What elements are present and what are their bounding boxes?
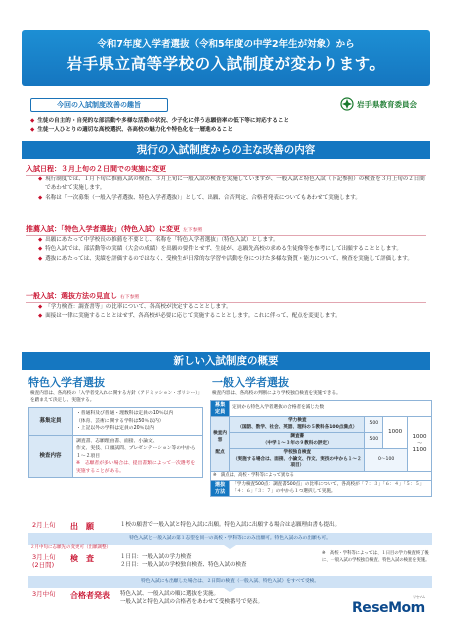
board-name: 岩手県教育委員会 (357, 99, 417, 109)
method-cell: 「学力検査500点：調査書500点」の比率について、各高校が「７：３」「６：４」「５：５」「４：６」「３：７」の中から１つ選択して実施。 (230, 481, 432, 497)
diamond-icon: ◆ (38, 255, 43, 262)
block-schedule-change (26, 164, 426, 203)
schedule-when: 3月中旬 (32, 590, 56, 598)
arrow-note-exam: 特色入試にも出願した場合は、２日間の検査（一般入試、特色入試）をすべて受検。 (28, 576, 432, 588)
diamond-icon: ◆ (38, 304, 43, 310)
resemom-logo (352, 595, 425, 616)
table-row (211, 481, 432, 497)
row-label: 募集定員 (29, 408, 73, 436)
quota-cell: 定員から特色入学者選抜の合格者を減じた数 (230, 401, 432, 417)
diamond-icon: ◆ (38, 313, 43, 320)
general-title: 一般入学者選抜 (212, 376, 289, 389)
item-points: 500 (365, 433, 383, 449)
item-points: 0～100 (365, 449, 408, 472)
item-name: 調査書 （中学１～３年の９教科の評定） (230, 433, 365, 449)
title-banner (22, 30, 430, 86)
title-line-1: 令和7年度入学者選抜（令和5年度の中学2年生が対象）から (97, 39, 355, 50)
aims-item: ◆ 生徒一人ひとりの適切な高校選択、各高校の魅力化や特色化を一層進めること (30, 127, 234, 133)
schedule-desc: １校の願書で一般入試と特色入試に出願。特色入試に出願する場合は志願理由書も提出。 (120, 522, 341, 528)
divider (26, 175, 426, 176)
resemom-name: ReseMom (352, 600, 425, 616)
diamond-icon: ◆ (38, 176, 43, 182)
general-table (210, 400, 432, 497)
item-name: 学校独自検査 （実施する場合は、面接、小論文、作文、実技の中から１～２項目） (230, 449, 365, 472)
block-heading: 一般入試：選抜方法の見直し 右下参照 (26, 292, 140, 300)
bullet-item: ◆ 出願にあたって中学校長の推薦を不要とし、名称を「特色入学者選抜」（特色入試）とします。 (26, 236, 426, 245)
schedule-desc: １日目：一般入試の学力検査 ２日目：一般入試の学校独自検査、特色入試の検査 (120, 554, 247, 568)
diamond-icon: ◆ (38, 246, 43, 253)
block-heading: 入試日程：３月上旬の２日間での実施に変更 (26, 165, 166, 173)
schedule-what: 出 願 (70, 522, 94, 531)
reference-note: 右下参照 (120, 295, 140, 300)
item-points: 500 (365, 417, 383, 433)
item-name: 学力検査 （国語、数学、社会、英語、理科の５教科各100点満点） (230, 417, 365, 433)
diamond-icon: ◆ (30, 118, 35, 124)
bullet-item: ◆ 選抜にあたっては、実績を評価するのではなく、受検生が日常的な学習や活動を身につけた多様な資質・能力について、検査を実施して評価します。 (26, 255, 426, 264)
table-row (211, 417, 432, 433)
block-general-selection (26, 291, 426, 322)
total: 1000～1100 (408, 417, 432, 472)
row-label: 募集定員 (211, 401, 230, 417)
row-label: 検査内容 (29, 435, 73, 478)
table-row (29, 408, 203, 436)
schedule-what: 検 査 (70, 554, 94, 563)
row-label: 選抜方法 (211, 481, 230, 497)
row-label: 検査内容 配点 (211, 417, 230, 472)
bullet-item: ◆ 名称は「一次募集（一般入学者選抜、特色入学者選抜）」として、出願、合否判定、合格者発表についてもあわせて実施します。 (26, 194, 426, 203)
section-title-improvements: 現行の入試制度からの主な改善の内容 (22, 141, 430, 159)
diamond-icon: ◆ (38, 194, 43, 201)
arrow-note-application: 特色入試と一般入試の第１志望を同一の高校・学科等にのみ出願可。特色入試のみの出願も可。 (28, 533, 432, 545)
board-of-education (340, 97, 417, 111)
special-table (28, 407, 203, 478)
quota-cell: ・普通科及び普通・理数科は定員の10％以内 （体育、芸術に関する学科は50％以内） ・上記以外の学科は定員の20％以内 (73, 408, 203, 436)
block-heading: 推薦入試：「特色入学者選抜」（特色入試）に変更 左下参照 (26, 225, 203, 233)
section-title-overview: 新しい入試制度の概要 (22, 352, 430, 370)
special-description: 検査内容は、各高校の「入学者受入れに関する方針（アドミッション・ポリシー）」を踏まえて決定し、実施する。 (30, 391, 200, 403)
bullet-item: ◆ 現行制度では、１月下旬に推薦入試の検査、３月上旬に一般入試の検査を実施していますが、一般入試と特色入試（下記参照）の検査を３月上旬の２日間であわせて実施します。 (26, 175, 426, 194)
diamond-icon: ◆ (30, 127, 35, 133)
exam-box-note: ※ 高校・学科等によっては、１日目の学力検査終了後に、一般入試の学校独自検査、特色入試の検査を実施。 (322, 551, 430, 563)
change-note: ２月中旬に志願先の変更可（出願調整） (30, 545, 111, 550)
aims-list (30, 117, 430, 135)
subtotal: 1000 (383, 417, 408, 449)
table-row (29, 435, 203, 478)
resemom-kana: リセマム (412, 595, 425, 599)
table-row (211, 449, 432, 472)
title-line-2: 岩手県立高等学校の入試制度が変わります。 (66, 55, 386, 73)
aims-tag: 今回の入試制度改善の趣旨 (30, 98, 168, 112)
diamond-icon: ◆ (38, 237, 43, 243)
divider (26, 302, 426, 303)
bullet-item: ◆ 面接は一律に実施することとはせず、各高校が必要に応じて実施することとします。これに伴って、配点を変更します。 (26, 312, 426, 321)
schedule-when: 3月上旬 (2日間) (32, 553, 56, 569)
table-row (211, 471, 432, 481)
bullet-item: ◆ 「学力検査：調査書等」の比率について、各高校が決定することとします。 (26, 303, 426, 312)
aims-item: ◆ 生徒の自主的・自発的な部活動や多様な活動の状況、少子化に伴う志願倍率の低下等に対応すること (30, 118, 290, 124)
general-description: 検査内容は、各高校の判断により学校独自検査を実施できる。 (212, 391, 341, 396)
divider (26, 235, 426, 236)
schedule-desc: 特色入試、一般入試の順に選抜を実施。 一般入試と特色入試の合格者をあわせて受検番号で発表。 (120, 591, 264, 605)
table-note: ※ 満点は、高校・学科等によって異なる (211, 471, 432, 481)
table-row (211, 401, 432, 417)
schedule-when: 2月上旬 (32, 521, 56, 529)
schedule-application (28, 521, 432, 533)
reference-note: 左下参照 (183, 228, 203, 233)
content-cell: 調査書、志願理由書、面接、小論文、 作文、実技、口頭試問、プレゼンテーション等の中から１～２項目 ※ 志願者が多い場合は、提出書類によって一次選考を実施することがある。 (73, 435, 203, 478)
block-special-selection (26, 224, 426, 264)
special-title: 特色入学者選抜 (28, 376, 105, 389)
schedule-what: 合格者発表 (70, 591, 110, 600)
bullet-item: ◆ 特色入試では、部活動等の実績（大会の成績）を出願の要件とせず、生徒が、志願先高校の求める生徒像等を参考にして出願することとします。 (26, 245, 426, 254)
table-note: ※ 志願者が多い場合は、提出書類によって一次選考を実施することがある。 (76, 461, 196, 474)
board-logo-icon (340, 97, 354, 111)
